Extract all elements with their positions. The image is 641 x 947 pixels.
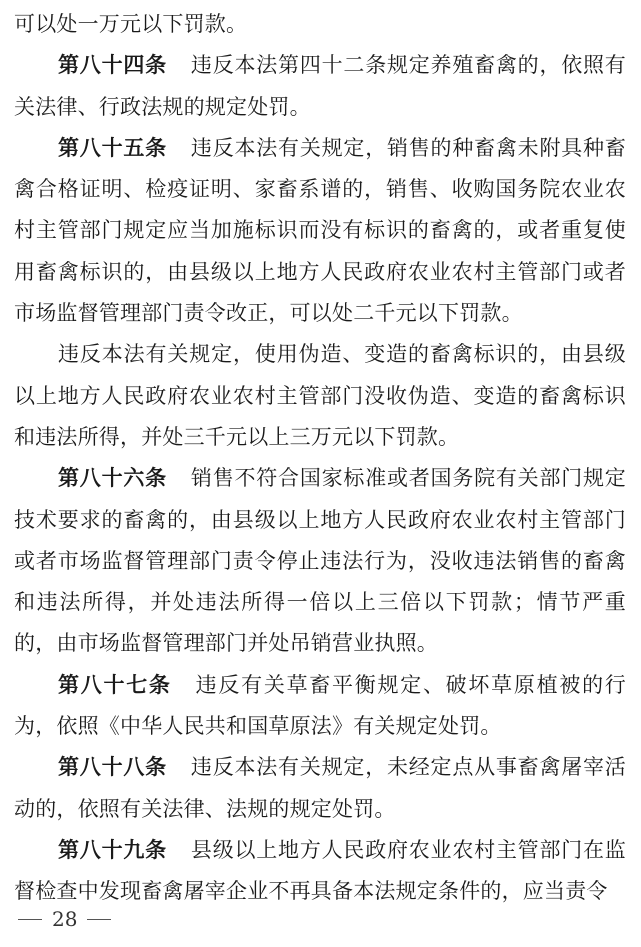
article-86 — [14, 458, 626, 664]
article-text: 违反本法有关规定，未经定点从事畜禽屠宰活动的，依照有关法律、法规的规定处罚。 — [14, 755, 627, 821]
article-text: 销售不符合国家标准或者国务院有关部门规定技术要求的畜禽的，由县级以上地方人民政府农业农村主管部门或者市场监督管理部门责令停止违法行为，没收违法销售的畜禽和违法所得，并处违法所得一倍以上三倍以下罚款；情节严重的，由市场监督管理部门并处吊销营业执照。 — [14, 466, 627, 656]
article-heading: 第八十七条 — [58, 672, 172, 697]
article-89 — [14, 830, 626, 913]
page-footer — [18, 907, 111, 931]
article-85 — [14, 128, 626, 334]
page-number: 28 — [52, 907, 78, 931]
article-heading: 第八十五条 — [58, 135, 167, 160]
article-88 — [14, 747, 626, 830]
article-text: 违反有关草畜平衡规定、破坏草原植被的行为，依照《中华人民共和国草原法》有关规定处罚。 — [14, 672, 626, 739]
article-text: 违反本法第四十二条规定养殖畜禽的，依照有关法律、行政法规的规定处罚。 — [14, 53, 627, 119]
article-heading: 第八十九条 — [58, 837, 167, 862]
article-84 — [14, 45, 626, 128]
paragraph-text: 可以处一万元以下罚款。 — [14, 12, 248, 36]
document-body — [14, 4, 626, 913]
article-85-paragraph-2 — [14, 334, 626, 458]
article-heading: 第八十四条 — [58, 53, 167, 78]
paragraph-1 — [14, 4, 626, 45]
article-heading: 第八十八条 — [58, 755, 167, 780]
article-text: 县级以上地方人民政府农业农村主管部门在监督检查中发现畜禽屠宰企业不再具备本法规定条件的，应当责令 — [14, 837, 627, 904]
footer-dash-left — [18, 919, 42, 920]
article-text: 违反本法有关规定，销售的种畜禽未附具种畜禽合格证明、检疫证明、家畜系谱的，销售、收购国务院农业农村主管部门规定应当加施标识而没有标识的畜禽的，或者重复使用畜禽标识的，由县级以上地方人民政府农业农村主管部门或者市场监督管理部门责令改正，可以处二千元以下罚款。 — [14, 135, 627, 326]
paragraph-text: 违反本法有关规定，使用伪造、变造的畜禽标识的，由县级以上地方人民政府农业农村主管部门没收伪造、变造的畜禽标识和违法所得，并处三千元以上三万元以下罚款。 — [14, 342, 626, 449]
article-heading: 第八十六条 — [58, 466, 167, 491]
article-87 — [14, 665, 626, 748]
footer-dash-right — [87, 919, 111, 920]
